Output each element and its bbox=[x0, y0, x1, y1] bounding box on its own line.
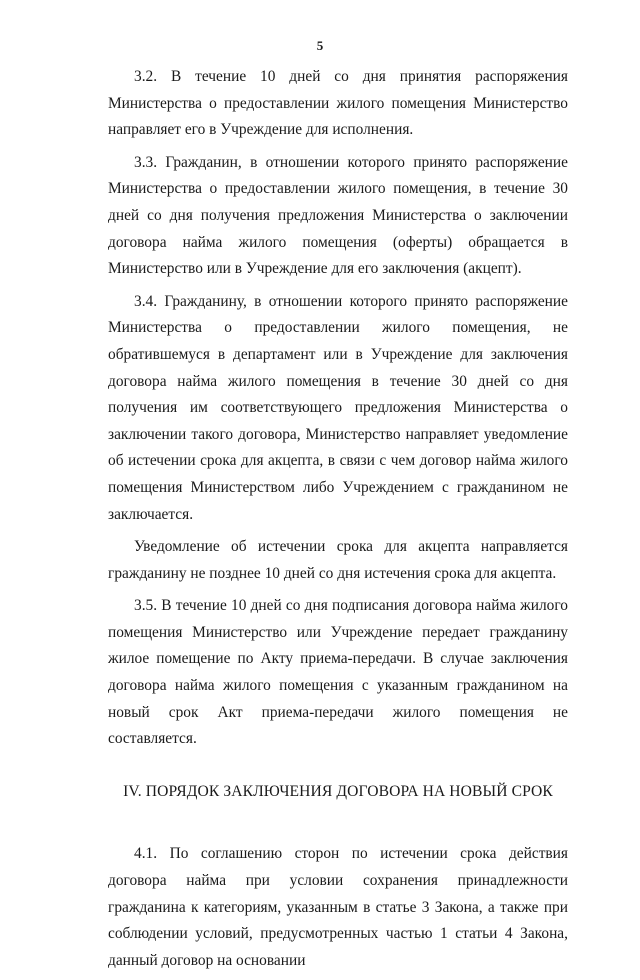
paragraph-3-5: 3.5. В течение 10 дней со дня подписания договора найма жилого помещения Министерство или Учреждение передает гражданину жилое помещение по Акту приема-передачи. В случае заключения договора найма жилого помещения с указанным гражданином на новый срок Акт приема-передачи жилого помещения не составляется. bbox=[108, 597, 568, 748]
paragraph-3-3: 3.3. Гражданин, в отношении которого принято распоряжение Министерства о предоставлении жилого помещения, в течение 30 дней со дня получения предложения Министерства о заключении договора найма жилого помещения (оферты) обращается в Министерство или в Учреждение для его заключения (акцепт). bbox=[108, 153, 568, 278]
section-4-heading: IV. ПОРЯДОК ЗАКЛЮЧЕНИЯ ДОГОВОРА НА НОВЫЙ СРОК bbox=[123, 782, 553, 800]
paragraph-3-4: 3.4. Гражданину, в отношении которого принято распоряжение Министерства о предоставлении жилого помещения, не обратившемуся в департамент или в Учреждение для заключения договора найма жилого помещения в течение 30 дней со дня получения им соответствующего предложения Министерства о заключении такого договора, Министерство направляет уведомление об истечении срока для акцепта, в связи с чем договор найма жилого помещения Министерством либо Учреждением с гражданином не заключается. bbox=[108, 292, 568, 523]
paragraph-3-2: 3.2. В течение 10 дней со дня принятия распоряжения Министерства о предоставлении жилого помещения Министерство направляет его в Учреждение для исполнения. bbox=[108, 68, 568, 139]
paragraph-3-4-notice: Уведомление об истечении срока для акцепта направляется гражданину не позднее 10 дней со дня истечения срока для акцепта. bbox=[108, 538, 568, 582]
paragraph-4-1: 4.1. По соглашению сторон по истечении срока действия договора найма при условии сохранения принадлежности гражданина к категориям, указанным в статье 3 Закона, а также при соблюдении условий, предусмотренных частью 1 статьи 4 Закона, данный договор на основании bbox=[108, 845, 568, 969]
page-number: 5 bbox=[316, 38, 324, 53]
document-body bbox=[108, 64, 568, 980]
